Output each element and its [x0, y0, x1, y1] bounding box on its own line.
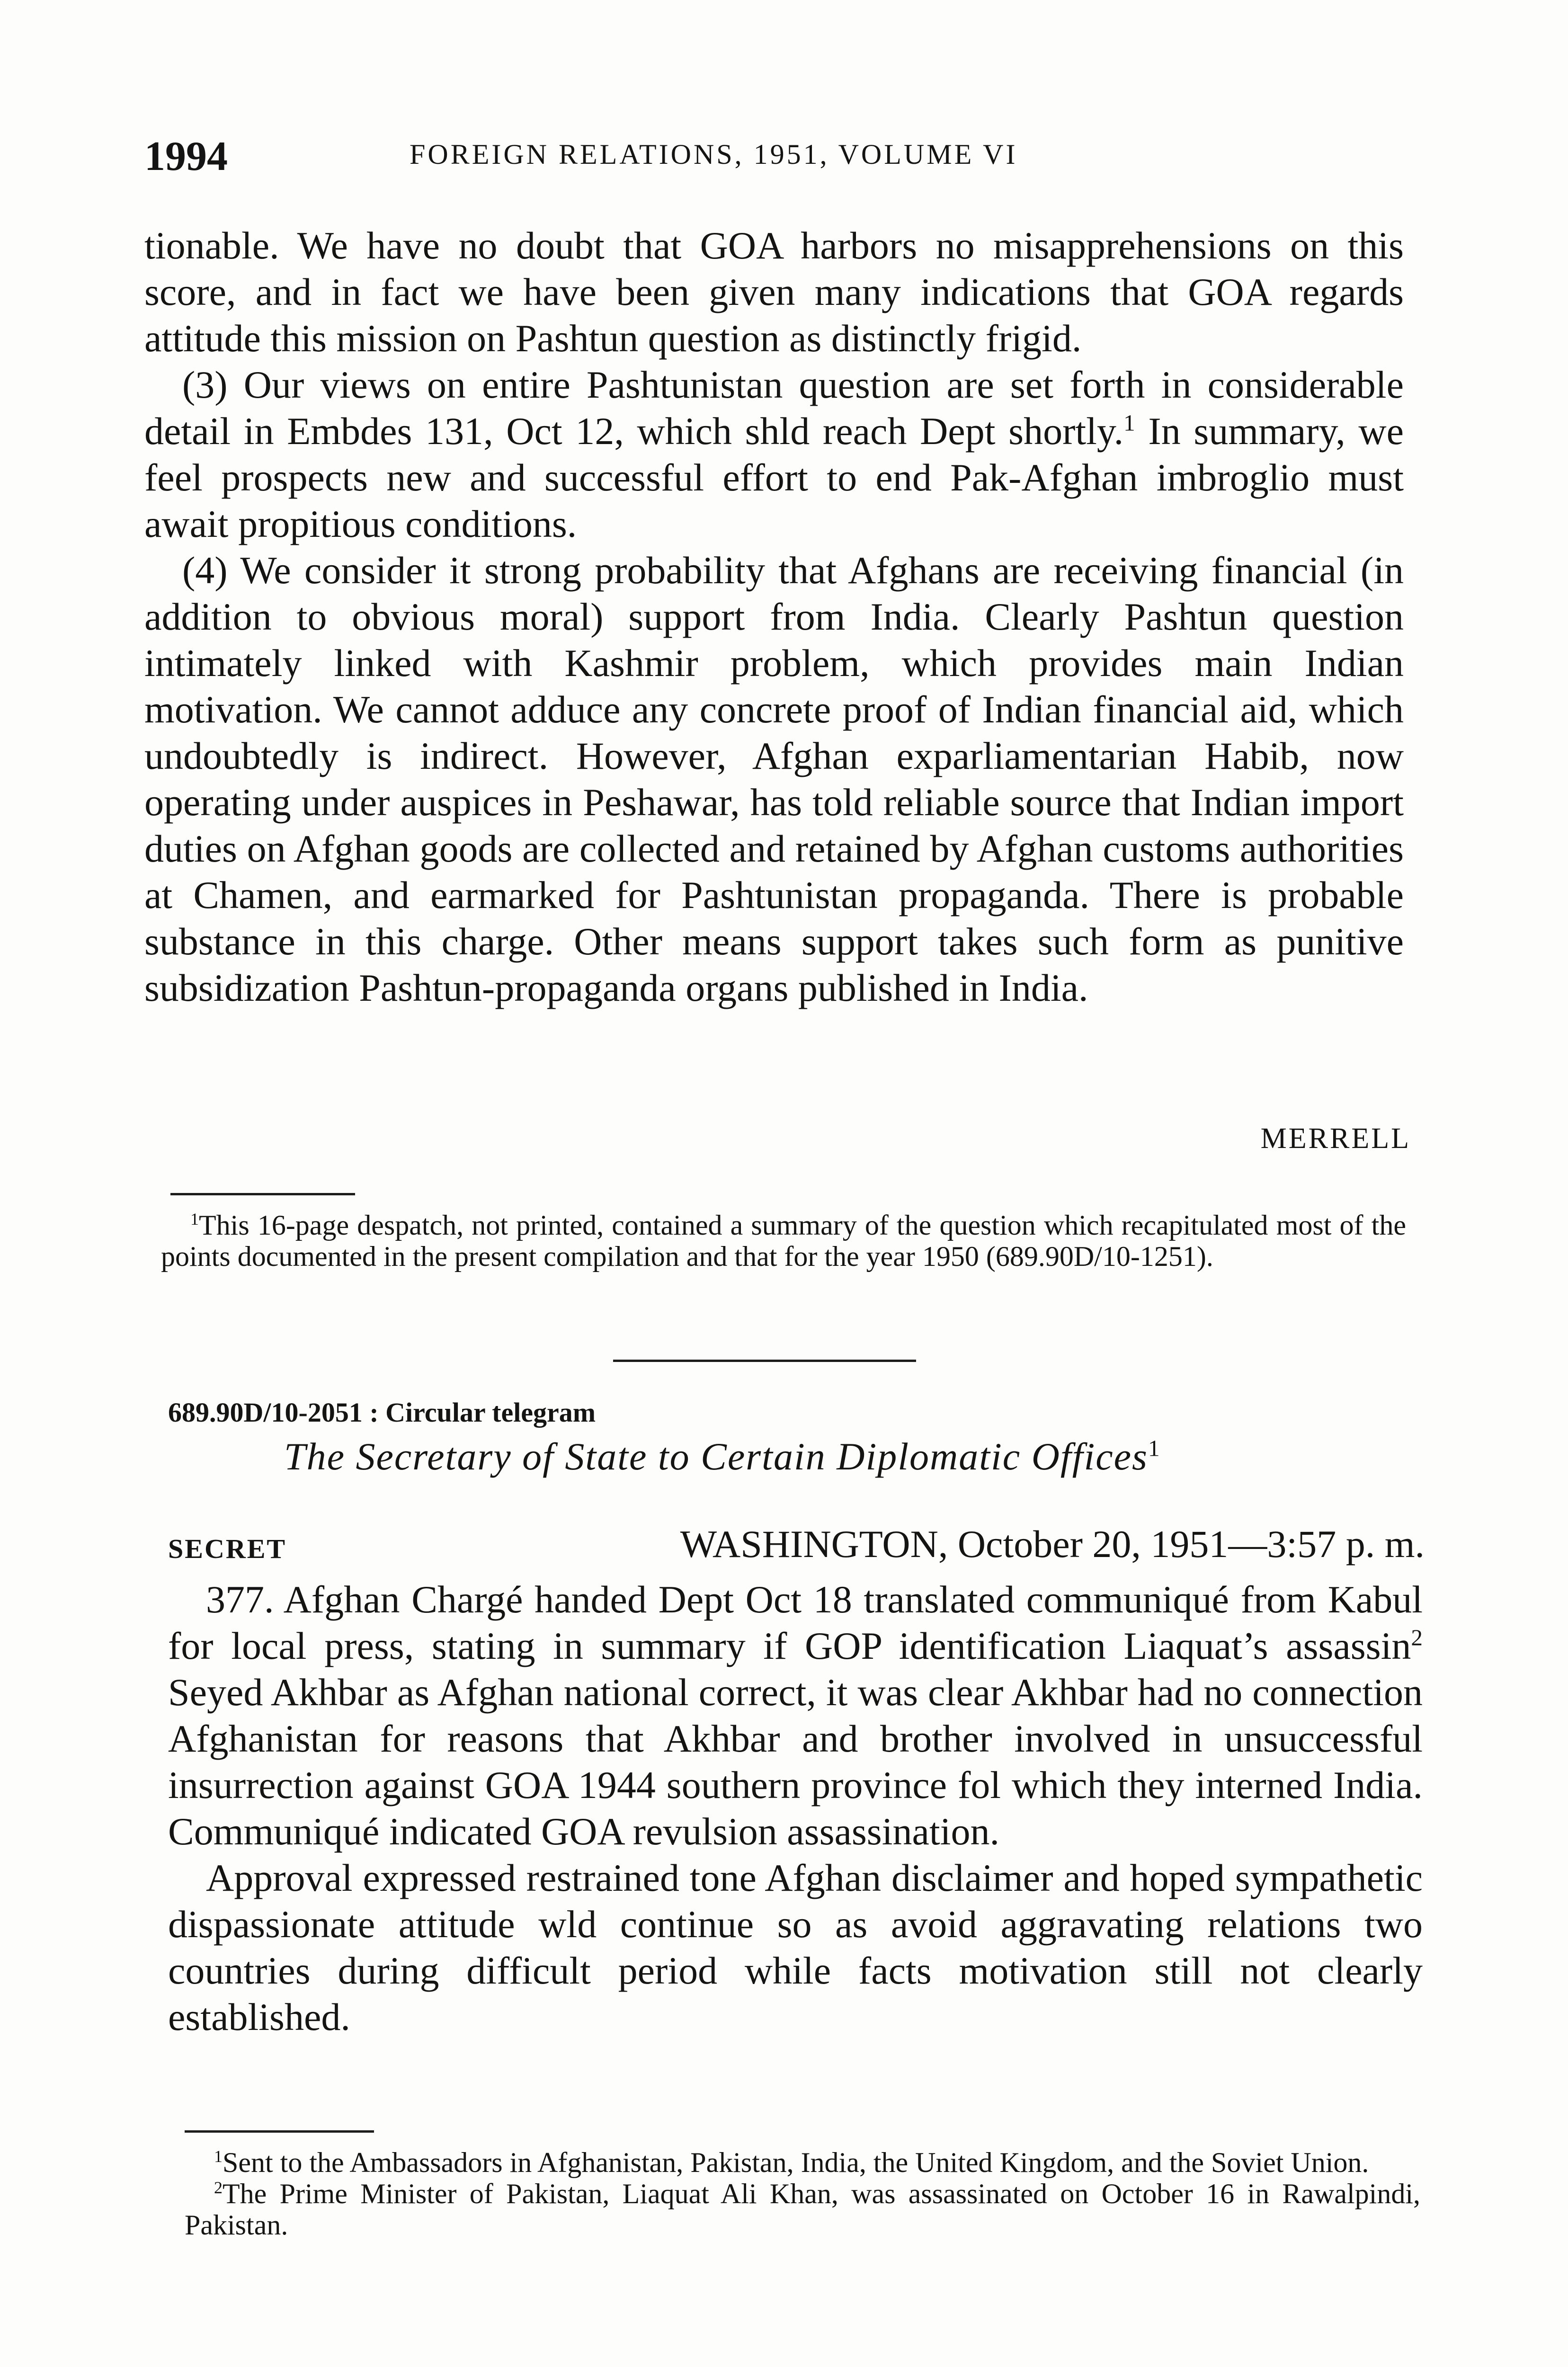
page-number: 1994 [144, 133, 228, 179]
paragraph [144, 362, 1404, 547]
paragraph-text: 377. Afghan Chargé handed Dept Oct 18 translated communiqué from Kabul for local press, stating in summary if GOP identification Liaquat’s assassin [168, 1578, 1423, 1667]
footnote [185, 2147, 1420, 2178]
footnote-mark: 1 [190, 1210, 199, 1228]
continuation-text [144, 222, 1404, 1011]
document-title [284, 1434, 1161, 1479]
footnote [161, 1210, 1406, 1272]
paragraph: tionable. We have no doubt that GOA harbors no misapprehensions on this score, and in fact we have been given many indications that GOA regards attitude this mission on Pashtun question as distinctly frigid. [144, 224, 1404, 360]
footnote-divider [185, 2130, 374, 2133]
paragraph: Approval expressed restrained tone Afghan disclaimer and hoped sympathetic dispassionate attitude wld continue so as avoid aggravating relations two countries during difficult period while facts motivation still not clearly established. [168, 1856, 1423, 2038]
page-header [144, 133, 1423, 185]
telegram-body [168, 1576, 1423, 2040]
footnote-divider [170, 1193, 355, 1195]
paragraph: (4) We consider it strong probability that Afghans are receiving financial (in addition to obvious moral) support from India. Clearly Pashtun question intimately linked with Kashmir problem, which provides main Indian motivation. We cannot adduce any concrete proof of Indian financial aid, which undoubtedly is indirect. However, Afghan exparliamentarian Habib, now operating under auspices in Peshawar, has told reliable source that Indian import duties on Afghan goods are collected and retained by Afghan customs authorities at Chamen, and earmarked for Pashtunistan propaganda. There is probable substance in this charge. Other means support takes such form as punitive subsidization Pashtun-propaganda organs published in India. [144, 549, 1404, 1009]
footnote-ref: 1 [1148, 1435, 1161, 1461]
running-head: FOREIGN RELATIONS, 1951, VOLUME VI [410, 139, 1018, 170]
paragraph-text: (3) Our views on entire Pashtunistan question are set forth in considerable detail in Embdes 131, Oct 12, which shld reach Dept shortly. [144, 363, 1404, 453]
footnote-mark: 1 [214, 2147, 223, 2166]
footnote-text: Sent to the Ambassadors in Afghanistan, Pakistan, India, the United Kingdom, and the Soviet Union. [223, 2147, 1369, 2178]
paragraph [168, 1576, 1423, 1855]
footnote [185, 2178, 1420, 2241]
signature: MERRELL [1260, 1122, 1411, 1155]
document-title-text: The Secretary of State to Certain Diplomatic Offices [284, 1435, 1148, 1478]
footnote-text: The Prime Minister of Pakistan, Liaquat Ali Khan, was assassinated on October 16 in Rawalpindi, Pakistan. [185, 2178, 1420, 2241]
paragraph-text: Seyed Akhbar as Afghan national correct, it was clear Akhbar had no connection Afghanistan for reasons that Akhbar and brother involved in unsuccessful insurrection against GOA 1944 southern province fol which they interned India. Communiqué indicated GOA revulsion assassination. [168, 1671, 1423, 1853]
file-reference: 689.90D/10-2051 : Circular telegram [168, 1397, 596, 1428]
footnote-text: This 16-page despatch, not printed, contained a summary of the question which recapitulated most of the points documented in the present compilation and that for the year 1950 (689.90D/10-1251). [161, 1210, 1406, 1272]
footnotes-section-1 [161, 1210, 1406, 1272]
section-divider [613, 1360, 916, 1362]
footnote-ref: 2 [1411, 1624, 1423, 1651]
paragraph-text: In summary, we feel prospects new and successful effort to end Pak-Afghan imbroglio must await propitious conditions. [144, 409, 1404, 545]
footnote-mark: 2 [214, 2178, 223, 2197]
dateline: WASHINGTON, October 20, 1951—3:57 p. m. [680, 1522, 1425, 1566]
footnote-ref: 1 [1123, 409, 1135, 436]
footnotes-section-2 [185, 2147, 1420, 2241]
classification-label: SECRET [168, 1533, 287, 1564]
